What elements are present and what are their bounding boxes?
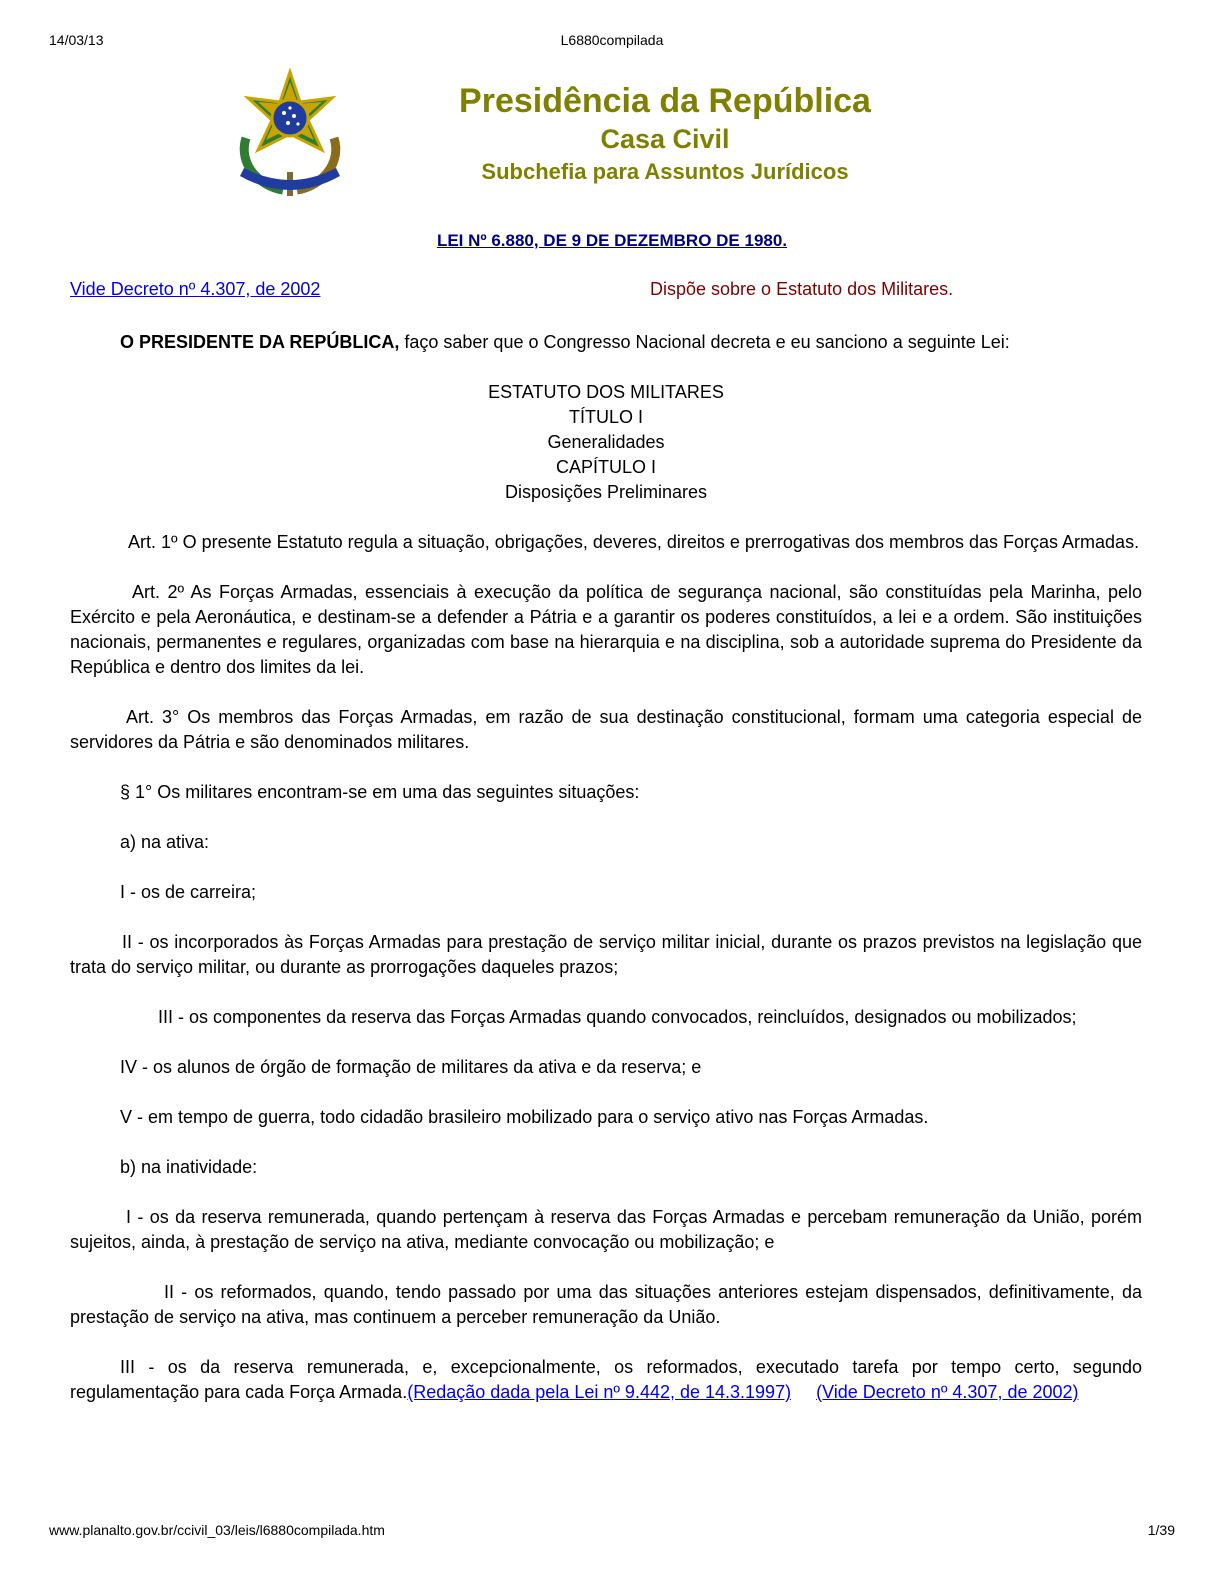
page-url: www.planalto.gov.br/ccivil_03/leis/l6880compilada.htm	[49, 1522, 385, 1538]
heading-titulo: TÍTULO I	[568, 407, 643, 427]
law-title-link[interactable]: LEI Nº 6.880, DE 9 DE DEZEMBRO DE 1980.	[436, 231, 788, 250]
print-date: 14/03/13	[49, 32, 104, 48]
law-title	[0, 230, 1224, 252]
print-title: L6880compilada	[560, 32, 664, 48]
vide-decreto-link[interactable]: Vide Decreto nº 4.307, de 2002	[70, 279, 321, 299]
art-1: Art. 1º O presente Estatuto regula a situação, obrigações, deveres, direitos e prerrogativas dos membros das Forças Armadas.	[128, 532, 1140, 552]
presidency-title: Presidência da República	[459, 82, 871, 120]
vide-decreto-4307-link[interactable]: (Vide Decreto nº 4.307, de 2002)	[816, 1382, 1079, 1402]
item-b-iii-text: III - os da reserva remunerada, e, excepcionalmente, os reformados, executado tarefa por tempo certo, segundo regulamentação para cada Força Armada.	[70, 1357, 1142, 1402]
section-headings	[70, 380, 1142, 505]
item-a-v: V - em tempo de guerra, todo cidadão brasileiro mobilizado para o serviço ativo nas Forças Armadas.	[120, 1107, 929, 1127]
item-a-iv: IV - os alunos de órgão de formação de militares da ativa e da reserva; e	[120, 1057, 702, 1077]
casa-civil-title: Casa Civil	[600, 124, 730, 154]
heading-capitulo: CAPÍTULO I	[555, 457, 657, 477]
subchefia-title: Subchefia para Assuntos Jurídicos	[481, 159, 849, 184]
print-footer	[49, 1522, 1175, 1542]
heading-estatuto: ESTATUTO DOS MILITARES	[488, 382, 724, 402]
paragraph-1: § 1° Os militares encontram-se em uma das seguintes situações:	[120, 782, 640, 802]
law-body	[70, 330, 1142, 1430]
redacao-lei-9442-link[interactable]: (Redação dada pela Lei nº 9.442, de 14.3.1997)	[407, 1382, 792, 1402]
ementa: Dispõe sobre o Estatuto dos Militares.	[650, 279, 954, 299]
vide-row	[70, 279, 1142, 305]
item-b: b) na inatividade:	[120, 1157, 258, 1177]
preamble-rest: faço saber que o Congresso Nacional decreta e eu sanciono a seguinte Lei:	[399, 332, 1010, 352]
preamble	[70, 330, 1142, 355]
item-a-iii: III - os componentes da reserva das Forças Armadas quando convocados, reincluídos, designados ou mobilizados;	[158, 1007, 1077, 1027]
item-b-ii: II - os reformados, quando, tendo passado por uma das situações anteriores estejam dispensados, definitivamente, da prestação de serviço na ativa, mas continuem a perceber remuneração da União.	[70, 1282, 1142, 1327]
brazil-coat-of-arms-icon	[228, 68, 352, 202]
page-number: 1/39	[1147, 1522, 1175, 1538]
heading-disposicoes: Disposições Preliminares	[504, 482, 708, 502]
heading-generalidades: Generalidades	[547, 432, 665, 452]
item-b-iii	[70, 1355, 1142, 1405]
item-a-ii: II - os incorporados às Forças Armadas para prestação de serviço militar inicial, durante os prazos previstos na legislação que trata do serviço militar, ou durante as prorrogações daqueles prazos;	[70, 932, 1142, 977]
item-a: a) na ativa:	[120, 832, 210, 852]
art-2: Art. 2º As Forças Armadas, essenciais à execução da política de segurança nacional, são constituídas pela Marinha, pelo Exército e pela Aeronáutica, e destinam-se a defender a Pátria e a garantir os poderes constituídos, a lei e a ordem. São instituições nacionais, permanentes e regulares, organizadas com base na hierarquia e na disciplina, sob a autoridade suprema do Presidente da República e dentro dos limites da lei.	[70, 582, 1142, 677]
preamble-bold: O PRESIDENTE DA REPÚBLICA,	[120, 332, 400, 352]
item-a-i: I - os de carreira;	[120, 882, 257, 902]
government-header	[380, 80, 950, 188]
print-header	[49, 32, 1175, 52]
item-b-i: I - os da reserva remunerada, quando pertençam à reserva das Forças Armadas e percebam remuneração da União, porém sujeitos, ainda, à prestação de serviço na ativa, mediante convocação ou mobilização; e	[70, 1207, 1142, 1252]
art-3: Art. 3° Os membros das Forças Armadas, em razão de sua destinação constitucional, formam uma categoria especial de servidores da Pátria e são denominados militares.	[70, 707, 1142, 752]
